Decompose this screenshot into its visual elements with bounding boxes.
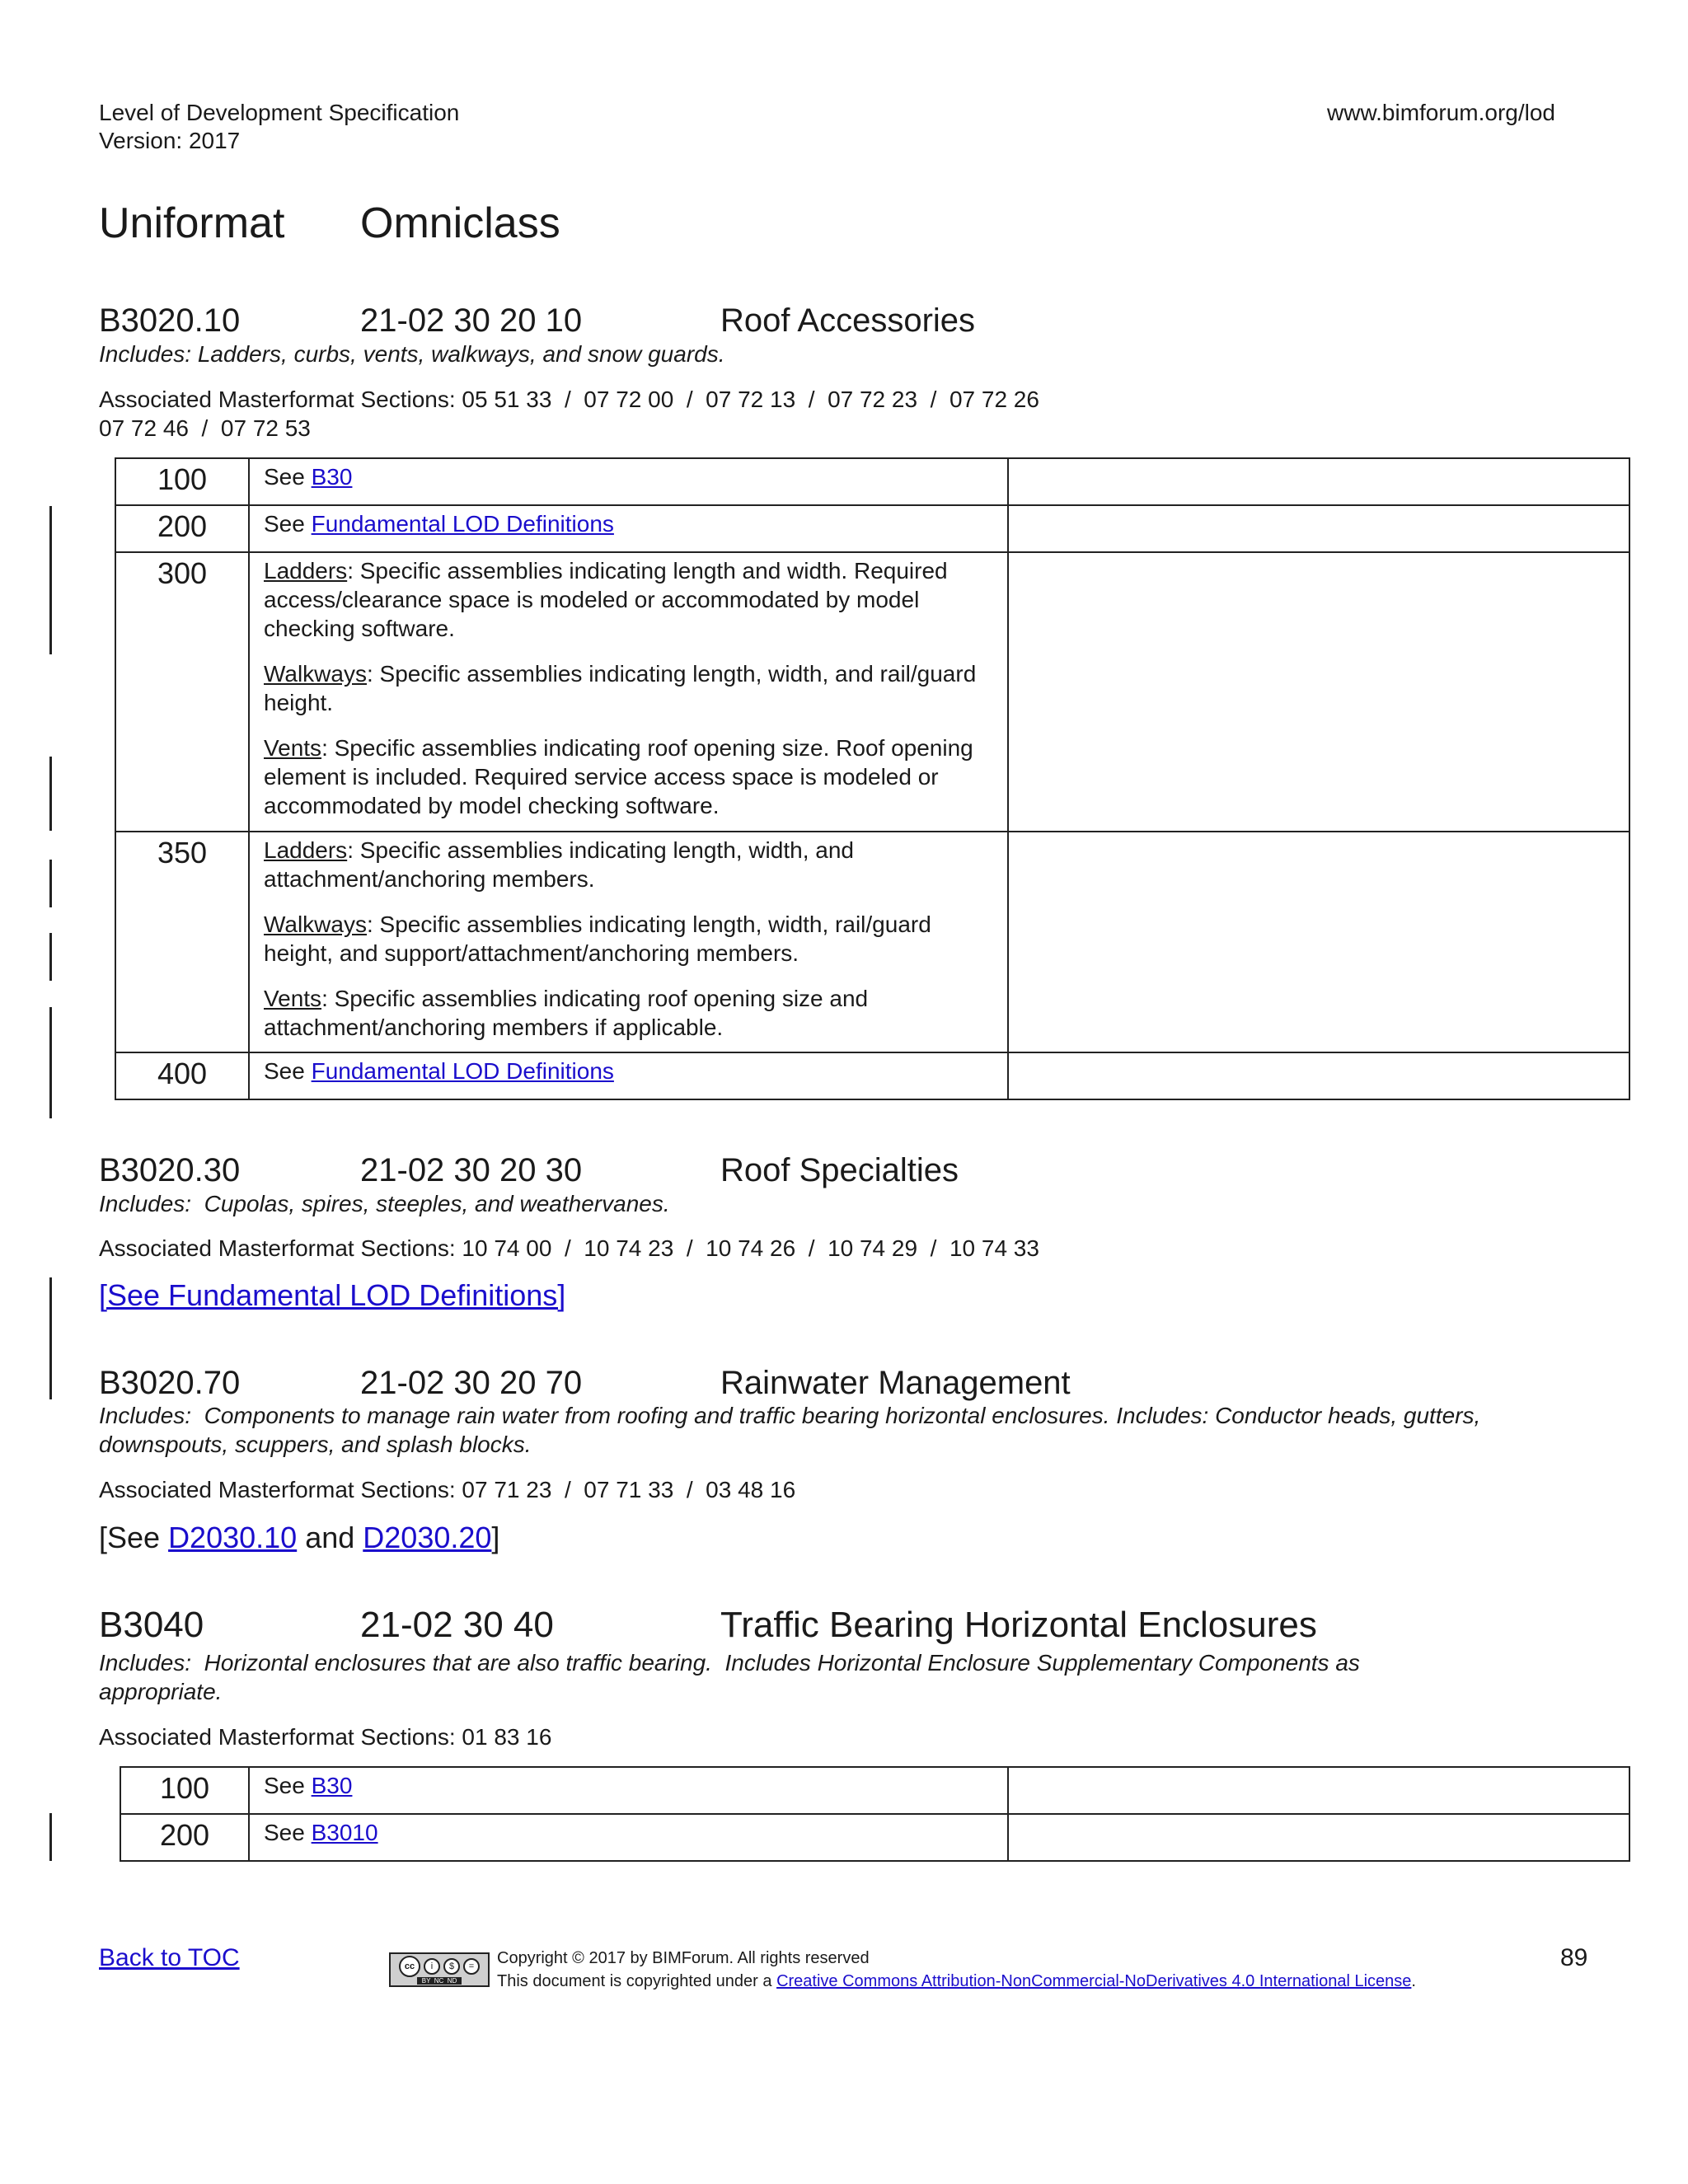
table-row <box>115 832 1629 1052</box>
license-text: This document is copyrighted under a Creative Commons Attribution-NonCommercial-NoDerivatives 4.0 International License. <box>497 1972 1416 1990</box>
lod-level: 300 <box>115 552 249 832</box>
table-row <box>120 1814 1629 1861</box>
section-omniclass: 21-02 30 40 <box>360 1605 554 1645</box>
lod-description: See Fundamental LOD Definitions <box>249 1052 1008 1099</box>
document-version: Version: 2017 <box>99 128 241 153</box>
section-includes-cont: appropriate. <box>99 1679 223 1704</box>
link-b3010[interactable]: B3010 <box>311 1820 378 1845</box>
column-uniformat: Uniformat <box>99 199 285 247</box>
see-also: [See D2030.10 and D2030.20] <box>99 1521 500 1554</box>
section-title: Rainwater Management <box>720 1365 1071 1401</box>
section-includes-cont: downspouts, scuppers, and splash blocks. <box>99 1432 532 1457</box>
section-omniclass: 21-02 30 20 70 <box>360 1365 583 1401</box>
table-row <box>115 552 1629 832</box>
revision-bar <box>49 933 52 981</box>
nc-icon: $ <box>443 1958 460 1975</box>
revision-bar <box>49 1813 52 1861</box>
lod-description: See B30 <box>249 458 1008 505</box>
section-includes: Includes: Horizontal enclosures that are also traffic bearing. Includes Horizontal Enclosure Supplementary Components as <box>99 1650 1360 1675</box>
lod-level: 100 <box>115 458 249 505</box>
link-b30[interactable]: B30 <box>311 1773 353 1798</box>
lod-notes <box>1008 1052 1629 1099</box>
lod-notes <box>1008 505 1629 552</box>
page-number: 89 <box>1560 1944 1588 1971</box>
cc-badge-labels: BY NC ND <box>417 1977 462 1985</box>
section-title: Traffic Bearing Horizontal Enclosures <box>720 1605 1317 1645</box>
masterformat-sections: Associated Masterformat Sections: 05 51 33 / 07 72 00 / 07 72 13 / 07 72 23 / 07 72 26 <box>99 387 1039 412</box>
link-see-fundamental-lod[interactable]: [See Fundamental LOD Definitions] <box>99 1278 566 1312</box>
by-icon: i <box>424 1958 440 1975</box>
revision-bar <box>49 1007 52 1118</box>
section-includes: Includes: Components to manage rain water from roofing and traffic bearing horizontal enclosures. Includes: Conductor heads, gutters, <box>99 1403 1481 1428</box>
link-fundamental-lod[interactable]: Fundamental LOD Definitions <box>311 1058 614 1084</box>
column-omniclass: Omniclass <box>360 199 560 247</box>
creative-commons-badge[interactable] <box>389 1952 490 1987</box>
section-omniclass: 21-02 30 20 30 <box>360 1152 583 1188</box>
license-link[interactable]: Creative Commons Attribution-NonCommercial-NoDerivatives 4.0 International License <box>776 1972 1412 1990</box>
cc-icons <box>399 1956 480 1977</box>
table-row <box>115 1052 1629 1099</box>
link-d2030-20[interactable]: D2030.20 <box>363 1521 492 1554</box>
revision-bar <box>49 506 52 654</box>
lod-level: 350 <box>115 832 249 1052</box>
revision-bar <box>49 860 52 907</box>
section-title: Roof Specialties <box>720 1152 959 1188</box>
section-code: B3020.30 <box>99 1152 241 1188</box>
lod-table <box>120 1766 1630 1862</box>
lod-notes <box>1008 458 1629 505</box>
lod-description: See Fundamental LOD Definitions <box>249 505 1008 552</box>
lod-level: 400 <box>115 1052 249 1099</box>
lod-description: Ladders: Specific assemblies indicating length and width. Required access/clearance space is modeled or accommodated by model checking software. Walkways: Specific assemblies indicating length, width, and rail/guard height. Vents: Specific assemblies indicating roof opening size. Roof opening element is included. Required service access space is modeled or accommodated by model checking software. <box>249 552 1008 832</box>
document-title: Level of Development Specification <box>99 100 460 125</box>
lod-level: 200 <box>120 1814 249 1861</box>
masterformat-sections: Associated Masterformat Sections: 07 71 23 / 07 71 33 / 03 48 16 <box>99 1477 796 1502</box>
revision-bar <box>49 757 52 831</box>
lod-table <box>115 457 1630 1100</box>
back-to-toc-link[interactable]: Back to TOC <box>99 1944 240 1971</box>
lod-description: Ladders: Specific assemblies indicating length, width, and attachment/anchoring members. Walkways: Specific assemblies indicating length, width, rail/guard height, and support/attachment/anchoring members. Vents: Specific assemblies indicating roof opening size and attachment/anchoring members if applicable. <box>249 832 1008 1052</box>
lod-description: See B3010 <box>249 1814 1008 1861</box>
section-omniclass: 21-02 30 20 10 <box>360 302 583 339</box>
link-fundamental-lod[interactable]: Fundamental LOD Definitions <box>311 511 614 537</box>
lod-notes <box>1008 832 1629 1052</box>
table-row <box>115 505 1629 552</box>
lod-description: See B30 <box>249 1767 1008 1814</box>
revision-bar <box>49 1277 52 1399</box>
section-title: Roof Accessories <box>720 302 976 339</box>
link-b30[interactable]: B30 <box>311 464 353 490</box>
table-row <box>115 458 1629 505</box>
lod-notes <box>1008 1767 1629 1814</box>
section-includes: Includes: Ladders, curbs, vents, walkways, and snow guards. <box>99 341 725 367</box>
section-code: B3040 <box>99 1605 204 1645</box>
cc-icon: cc <box>399 1956 420 1977</box>
masterformat-sections: Associated Masterformat Sections: 10 74 00 / 10 74 23 / 10 74 26 / 10 74 29 / 10 74 33 <box>99 1235 1039 1261</box>
section-code: B3020.70 <box>99 1365 241 1401</box>
lod-notes <box>1008 1814 1629 1861</box>
section-includes: Includes: Cupolas, spires, steeples, and weathervanes. <box>99 1191 670 1216</box>
copyright-text: Copyright © 2017 by BIMForum. All rights reserved <box>497 1949 870 1967</box>
header-url: www.bimforum.org/lod <box>1327 100 1555 125</box>
section-code: B3020.10 <box>99 302 241 339</box>
lod-level: 200 <box>115 505 249 552</box>
masterformat-sections-cont: 07 72 46 / 07 72 53 <box>99 415 311 441</box>
link-d2030-10[interactable]: D2030.10 <box>168 1521 298 1554</box>
masterformat-sections: Associated Masterformat Sections: 01 83 16 <box>99 1724 552 1750</box>
lod-notes <box>1008 552 1629 832</box>
nd-icon: = <box>463 1958 480 1975</box>
lod-level: 100 <box>120 1767 249 1814</box>
table-row <box>120 1767 1629 1814</box>
